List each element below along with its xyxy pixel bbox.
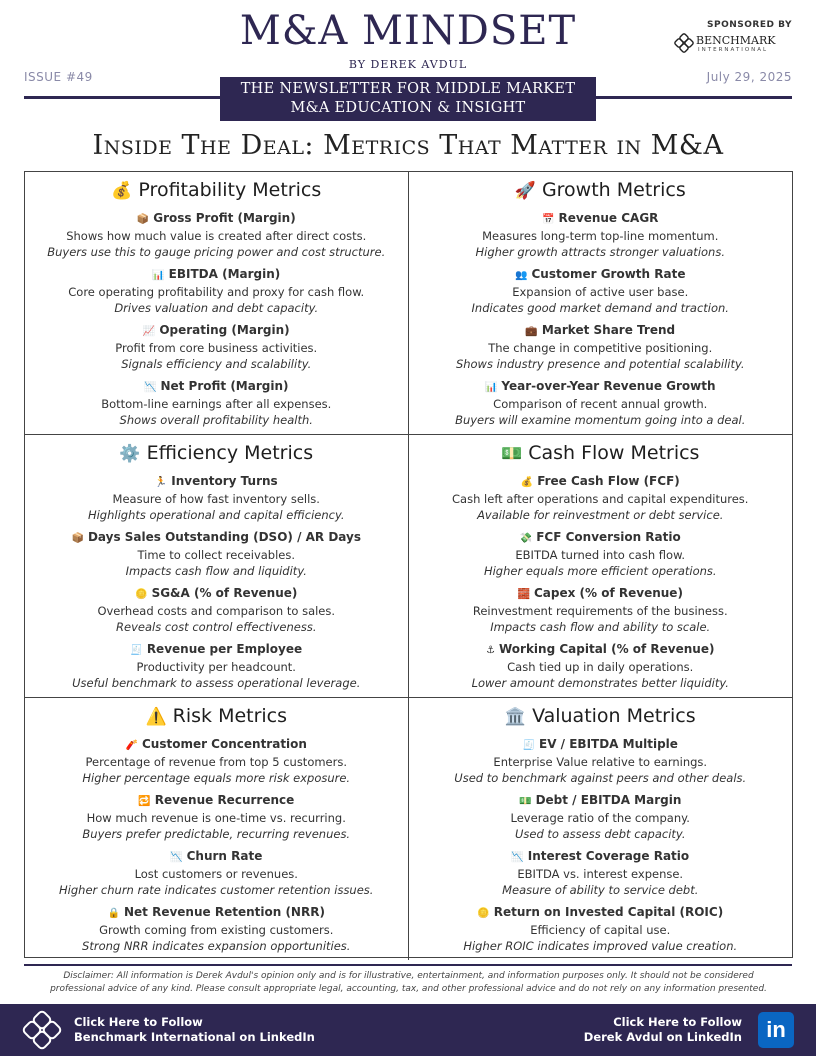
metric-item (31, 585, 402, 641)
metric-description: Cash tied up in daily operations. (507, 660, 694, 674)
sponsor-logo[interactable] (672, 33, 792, 55)
category-title-text: Profitability Metrics (138, 179, 322, 201)
metric-item (415, 210, 787, 266)
metric-item (415, 585, 787, 641)
briefcase-icon: 💼 (525, 326, 538, 337)
metric-note: Buyers use this to gauge pricing power and cost structure. (47, 245, 386, 259)
metric-title-text: Net Revenue Retention (NRR) (124, 905, 325, 919)
metric-note: Higher churn rate indicates customer retention issues. (59, 883, 374, 897)
disclaimer-line-2: professional advice of any kind. Please consult appropriate legal, accounting, tax, and other professional advice and do not rely on any information presented. (50, 984, 767, 994)
metric-note: Impacts cash flow and ability to scale. (490, 620, 711, 634)
metric-title (415, 792, 787, 810)
metric-item (31, 641, 402, 697)
metric-title (415, 848, 787, 866)
disclaimer (24, 970, 793, 996)
metric-description: Overhead costs and comparison to sales. (97, 604, 336, 618)
metric-description: Core operating profitability and proxy for cash flow. (68, 285, 365, 299)
category-title-text: Valuation Metrics (532, 705, 696, 727)
metric-description: The change in competitive positioning. (488, 341, 713, 355)
trend-up-icon: 📈 (142, 326, 156, 337)
metric-title-text: Inventory Turns (171, 474, 278, 488)
metric-item (31, 529, 402, 585)
metric-title-text: Interest Coverage Ratio (527, 849, 690, 863)
metric-title (415, 585, 787, 603)
receipt-icon: 🧾 (522, 740, 535, 751)
metric-title-text: Free Cash Flow (FCF) (537, 474, 680, 488)
trend-down-icon: 📉 (511, 852, 524, 863)
metric-title-text: Capex (% of Revenue) (534, 586, 683, 600)
page-headline: Inside The Deal: Metrics That Matter in M&A (92, 130, 724, 161)
metric-note: Measure of ability to service debt. (502, 883, 699, 897)
newsletter-title: M&A MINDSET (239, 8, 577, 54)
follow-benchmark-line-1: Click Here to Follow (74, 1015, 203, 1029)
metric-description: EBITDA vs. interest expense. (517, 867, 684, 881)
firecracker-icon: 🧨 (125, 740, 138, 751)
metric-description: Efficiency of capital use. (530, 923, 671, 937)
metric-title-text: Gross Profit (Margin) (153, 211, 296, 225)
linkedin-icon[interactable]: in (758, 1012, 794, 1048)
anchor-icon: ⚓ (486, 645, 495, 656)
metric-description: Leverage ratio of the company. (510, 811, 690, 825)
metric-title (31, 529, 402, 547)
metric-item (31, 322, 402, 378)
byline: BY DEREK AVDUL (348, 58, 468, 71)
metric-title-text: Working Capital (% of Revenue) (498, 642, 715, 656)
bank-building-icon: 🏛️ (504, 707, 527, 727)
footer-bar (0, 1004, 816, 1056)
metric-title (415, 904, 787, 922)
metric-title (415, 529, 787, 547)
metric-note: Used to benchmark against peers and other deals. (454, 771, 747, 785)
metric-note: Buyers prefer predictable, recurring revenues. (82, 827, 351, 841)
category-title (415, 441, 787, 473)
metric-title (31, 210, 402, 228)
metric-description: Expansion of active user base. (512, 285, 689, 299)
sponsor-name: BENCHMARK (696, 34, 776, 47)
metric-description: Percentage of revenue from top 5 customers. (85, 755, 348, 769)
metric-note: Indicates good market demand and traction. (471, 301, 729, 315)
trend-down-icon: 📉 (144, 382, 157, 393)
metric-title (31, 792, 402, 810)
follow-derek-line-2: Derek Avdul on LinkedIn (583, 1030, 742, 1044)
issue-date: July 29, 2025 (706, 70, 792, 84)
metric-title (31, 641, 402, 659)
metric-title-text: Customer Concentration (141, 737, 307, 751)
metric-title (415, 266, 787, 284)
metric-title-text: SG&A (% of Revenue) (151, 586, 298, 600)
metric-title (415, 322, 787, 340)
coin-icon: 🪙 (135, 589, 148, 600)
metric-description: Profit from core business activities. (115, 341, 318, 355)
tagline-banner (220, 77, 596, 121)
metric-item (415, 473, 787, 529)
metrics-grid (24, 171, 793, 958)
disclaimer-line-1: Disclaimer: All information is Derek Avdul's opinion only and is for illustrative, entertainment, and information purposes only. It should not be considered (63, 971, 754, 981)
metric-title (31, 322, 402, 340)
metric-title (31, 473, 402, 491)
rocket-icon: 🚀 (514, 181, 536, 201)
metric-title-text: Revenue Recurrence (154, 793, 295, 807)
metric-title (415, 473, 787, 491)
category-title (31, 441, 402, 473)
money-wings-icon: 💸 (519, 533, 533, 544)
metric-title (31, 736, 402, 754)
receipt-icon: 🧾 (130, 645, 143, 656)
metric-description: Cash left after operations and capital expenditures. (452, 492, 749, 506)
users-icon: 👥 (515, 270, 528, 281)
metric-note: Higher ROIC indicates improved value creation. (463, 939, 738, 953)
metric-item (415, 378, 787, 434)
metric-item (31, 210, 402, 266)
follow-benchmark-link[interactable] (74, 1015, 315, 1045)
package-icon: 📦 (71, 533, 84, 544)
warning-icon: ⚠️ (145, 707, 167, 727)
category-risk (25, 698, 409, 960)
category-title (415, 178, 787, 210)
metric-description: Growth coming from existing customers. (99, 923, 334, 937)
category-efficiency (25, 435, 409, 698)
metric-description: Shows how much value is created after direct costs. (66, 229, 367, 243)
money-bag-icon: 💰 (111, 181, 133, 201)
trend-down-icon: 📉 (170, 852, 183, 863)
metric-note: Available for reinvestment or debt service. (477, 508, 724, 522)
metric-title-text: Year-over-Year Revenue Growth (501, 379, 716, 393)
metric-title-text: Revenue per Employee (146, 642, 303, 656)
metric-item (415, 904, 787, 960)
metric-note: Strong NRR indicates expansion opportunities. (82, 939, 351, 953)
follow-derek-link[interactable] (584, 1015, 742, 1045)
coin-icon: 🪙 (477, 908, 490, 919)
metric-title (31, 378, 402, 396)
metric-item (415, 266, 787, 322)
metric-item (415, 322, 787, 378)
sponsor-subtitle: INTERNATIONAL (698, 47, 769, 53)
issue-number: ISSUE #49 (24, 70, 93, 84)
metric-title-text: Debt / EBITDA Margin (535, 793, 682, 807)
metric-description: EBITDA turned into cash flow. (515, 548, 686, 562)
metric-title (415, 378, 787, 396)
metric-title-text: Days Sales Outstanding (DSO) / AR Days (87, 530, 361, 544)
metric-note: Higher equals more efficient operations. (483, 564, 717, 578)
tagline-line-2: M&A EDUCATION & INSIGHT (290, 100, 526, 116)
gear-icon: ⚙️ (119, 444, 141, 464)
metric-item (31, 792, 402, 848)
metric-note: Shows overall profitability health. (119, 413, 313, 427)
metric-title-text: Customer Growth Rate (531, 267, 686, 281)
lock-icon: 🔒 (107, 908, 120, 919)
dollar-bill-icon: 💵 (519, 796, 532, 807)
category-title (31, 178, 402, 210)
metric-note: Useful benchmark to assess operational leverage. (72, 676, 361, 690)
follow-benchmark-line-2: Benchmark International on LinkedIn (74, 1030, 315, 1044)
metric-title-text: EBITDA (Margin) (168, 267, 281, 281)
metric-note: Used to assess debt capacity. (514, 827, 686, 841)
repeat-icon: 🔁 (138, 796, 151, 807)
metric-description: Measure of how fast inventory sells. (112, 492, 320, 506)
metric-description: Bottom-line earnings after all expenses. (101, 397, 332, 411)
metric-note: Higher growth attracts stronger valuations. (475, 245, 725, 259)
category-title-text: Growth Metrics (541, 179, 686, 201)
category-title-text: Cash Flow Metrics (528, 442, 700, 464)
metric-item (31, 473, 402, 529)
benchmark-knot-icon[interactable] (22, 1010, 62, 1050)
metric-item (31, 848, 402, 904)
metric-title (415, 210, 787, 228)
category-title-text: Efficiency Metrics (146, 442, 314, 464)
metric-description: How much revenue is one-time vs. recurring. (86, 811, 346, 825)
metric-title-text: Return on Invested Capital (ROIC) (493, 905, 724, 919)
bar-chart-icon: 📊 (484, 382, 498, 393)
metric-description: Measures long-term top-line momentum. (482, 229, 719, 243)
category-title (31, 704, 402, 736)
metric-item (415, 736, 787, 792)
sponsor-label: SPONSORED BY (707, 20, 792, 30)
metric-item (415, 848, 787, 904)
metric-item (31, 736, 402, 792)
category-title-text: Risk Metrics (172, 705, 288, 727)
category-title (415, 704, 787, 736)
metric-item (415, 641, 787, 697)
metric-title (415, 641, 787, 659)
metric-title-text: FCF Conversion Ratio (536, 530, 681, 544)
metric-description: Comparison of recent annual growth. (493, 397, 708, 411)
metric-description: Time to collect receivables. (137, 548, 296, 562)
category-growth (409, 172, 793, 435)
metric-title (31, 904, 402, 922)
benchmark-knot-icon (674, 33, 694, 53)
metric-item (31, 904, 402, 960)
metric-title-text: Revenue CAGR (558, 211, 659, 225)
metric-title-text: EV / EBITDA Multiple (539, 737, 678, 751)
disclaimer-rule (24, 964, 792, 966)
bricks-icon: 🧱 (517, 589, 530, 600)
metric-item (31, 266, 402, 322)
metric-title (31, 585, 402, 603)
metric-item (31, 378, 402, 434)
metric-note: Signals efficiency and scalability. (121, 357, 312, 371)
metric-item (415, 792, 787, 848)
follow-derek-line-1: Click Here to Follow (613, 1015, 742, 1029)
category-cash-flow (409, 435, 793, 698)
metric-note: Highlights operational and capital efficiency. (87, 508, 345, 522)
metric-note: Higher percentage equals more risk exposure. (82, 771, 351, 785)
dollar-bill-icon: 💵 (501, 444, 523, 464)
metric-title (31, 266, 402, 284)
metric-note: Lower amount demonstrates better liquidity. (471, 676, 729, 690)
metric-description: Lost customers or revenues. (134, 867, 298, 881)
category-profitability (25, 172, 409, 435)
metric-note: Shows industry presence and potential scalability. (455, 357, 745, 371)
metric-description: Enterprise Value relative to earnings. (493, 755, 708, 769)
money-bag-icon: 💰 (520, 477, 534, 488)
masthead (0, 0, 816, 125)
metric-note: Drives valuation and debt capacity. (114, 301, 319, 315)
metric-description: Productivity per headcount. (136, 660, 296, 674)
metric-title-text: Market Share Trend (541, 323, 676, 337)
package-icon: 📦 (136, 214, 150, 225)
calendar-icon: 📅 (542, 214, 555, 225)
metric-title-text: Churn Rate (186, 849, 263, 863)
metric-title-text: Net Profit (Margin) (160, 379, 289, 393)
metric-item (415, 529, 787, 585)
bar-chart-icon: 📊 (152, 270, 165, 281)
runner-icon: 🏃 (154, 477, 168, 488)
metric-note: Impacts cash flow and liquidity. (125, 564, 307, 578)
tagline-line-1: THE NEWSLETTER FOR MIDDLE MARKET (240, 81, 576, 97)
metric-note: Buyers will examine momentum going into a deal. (455, 413, 746, 427)
metric-title (415, 736, 787, 754)
metric-title-text: Operating (Margin) (159, 323, 290, 337)
metric-description: Reinvestment requirements of the business. (472, 604, 728, 618)
category-valuation (409, 698, 793, 960)
metric-note: Reveals cost control effectiveness. (116, 620, 317, 634)
metric-title (31, 848, 402, 866)
